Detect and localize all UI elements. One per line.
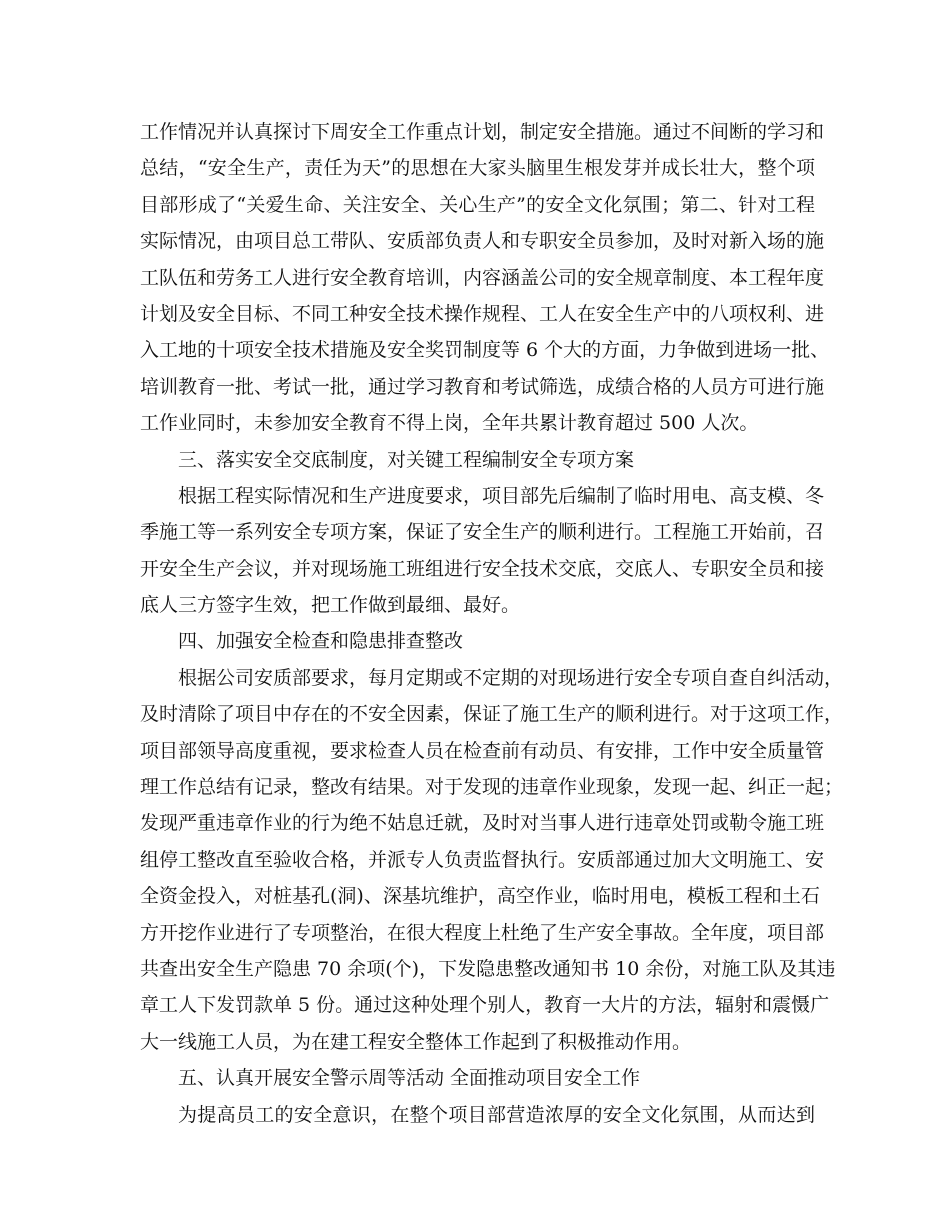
paragraph-line: 理工作总结有记录，整改有结果。对于发现的违章作业现象，发现一起、纠正一起； (140, 776, 844, 799)
paragraph-line: 计划及安全目标、不同工种安全技术操作规程、工人在安全生产中的八项权利、进 (140, 302, 825, 325)
paragraph-line: 组停工整改直至验收合格，并派专人负责监督执行。安质部通过加大文明施工、安 (140, 848, 825, 871)
section-heading-5: 五、认真开展安全警示周等活动 全面推动项目安全工作 (178, 1067, 641, 1090)
paragraph-line: 入工地的十项安全技术措施及安全奖罚制度等 6 个大的方面，力争做到进场一批、 (140, 339, 830, 362)
paragraph-line: 工队伍和劳务工人进行安全教育培训，内容涵盖公司的安全规章制度、本工程年度 (140, 266, 825, 289)
paragraph-last-line: 工作业同时，未参加安全教育不得上岗，全年共累计教育超过 500 人次。 (140, 412, 759, 435)
paragraph-line: 方开挖作业进行了专项整治，在很大程度上杜绝了生产安全事故。全年度，项目部 (140, 921, 825, 944)
paragraph-line: 发现严重违章作业的行为绝不姑息迁就，及时对当事人进行违章处罚或勒令施工班 (140, 812, 825, 835)
paragraph-line: 工作情况并认真探讨下周安全工作重点计划，制定安全措施。通过不间断的学习和 (140, 121, 825, 143)
paragraph-line: 及时清除了项目中存在的不安全因素，保证了施工生产的顺利进行。对于这项工作， (140, 703, 844, 726)
paragraph-line: 共查出安全生产隐患 70 余项(个)，下发隐患整改通知书 10 余份，对施工队及其违 (140, 957, 836, 980)
paragraph-last-line: 底人三方签字生效，把工作做到最细、最好。 (140, 594, 521, 617)
section-heading-3: 三、落实安全交底制度，对关键工程编制安全专项方案 (178, 448, 635, 471)
section-heading-4: 四、加强安全检查和隐患排查整改 (178, 630, 464, 653)
paragraph-line: 季施工等一系列安全专项方案，保证了安全生产的顺利进行。工程施工开始前，召 (140, 521, 825, 544)
paragraph-line: 开安全生产会议，并对现场施工班组进行安全技术交底，交底人、专职安全员和接 (140, 557, 825, 580)
paragraph-line: 总结，“安全生产，责任为天”的思想在大家头脑里生根发芽并成长壮大，整个项 (140, 157, 815, 180)
paragraph-line: 实际情况，由项目总工带队、安质部负责人和专职安全员参加，及时对新入场的施 (140, 230, 825, 253)
paragraph-last-line: 大一线施工人员，为在建工程安全整体工作起到了积极推动作用。 (140, 1030, 692, 1053)
paragraph-first-line: 根据公司安质部要求，每月定期或不定期的对现场进行安全专项自查自纠活动， (178, 666, 844, 689)
paragraph-first-line: 为提高员工的安全意识，在整个项目部营造浓厚的安全文化氛围，从而达到 (178, 1103, 815, 1126)
paragraph-line: 目部形成了“关爱生命、关注安全、关心生产”的安全文化氛围；第二、针对工程 (140, 193, 815, 216)
paragraph-line: 项目部领导高度重视，要求检查人员在检查前有动员、有安排，工作中安全质量管 (140, 739, 825, 762)
paragraph-line: 全资金投入，对桩基孔(洞)、深基坑维护，高空作业，临时用电，模板工程和土石 (140, 885, 820, 908)
paragraph-line: 培训教育一批、考试一批，通过学习教育和考试筛选，成绩合格的人员方可进行施 (140, 375, 825, 398)
paragraph-first-line: 根据工程实际情况和生产进度要求，项目部先后编制了临时用电、高支模、冬 (178, 484, 825, 507)
paragraph-line: 章工人下发罚款单 5 份。通过这种处理个别人，教育一大片的方法，辐射和震慑广 (140, 994, 830, 1017)
document-body (140, 114, 844, 1133)
